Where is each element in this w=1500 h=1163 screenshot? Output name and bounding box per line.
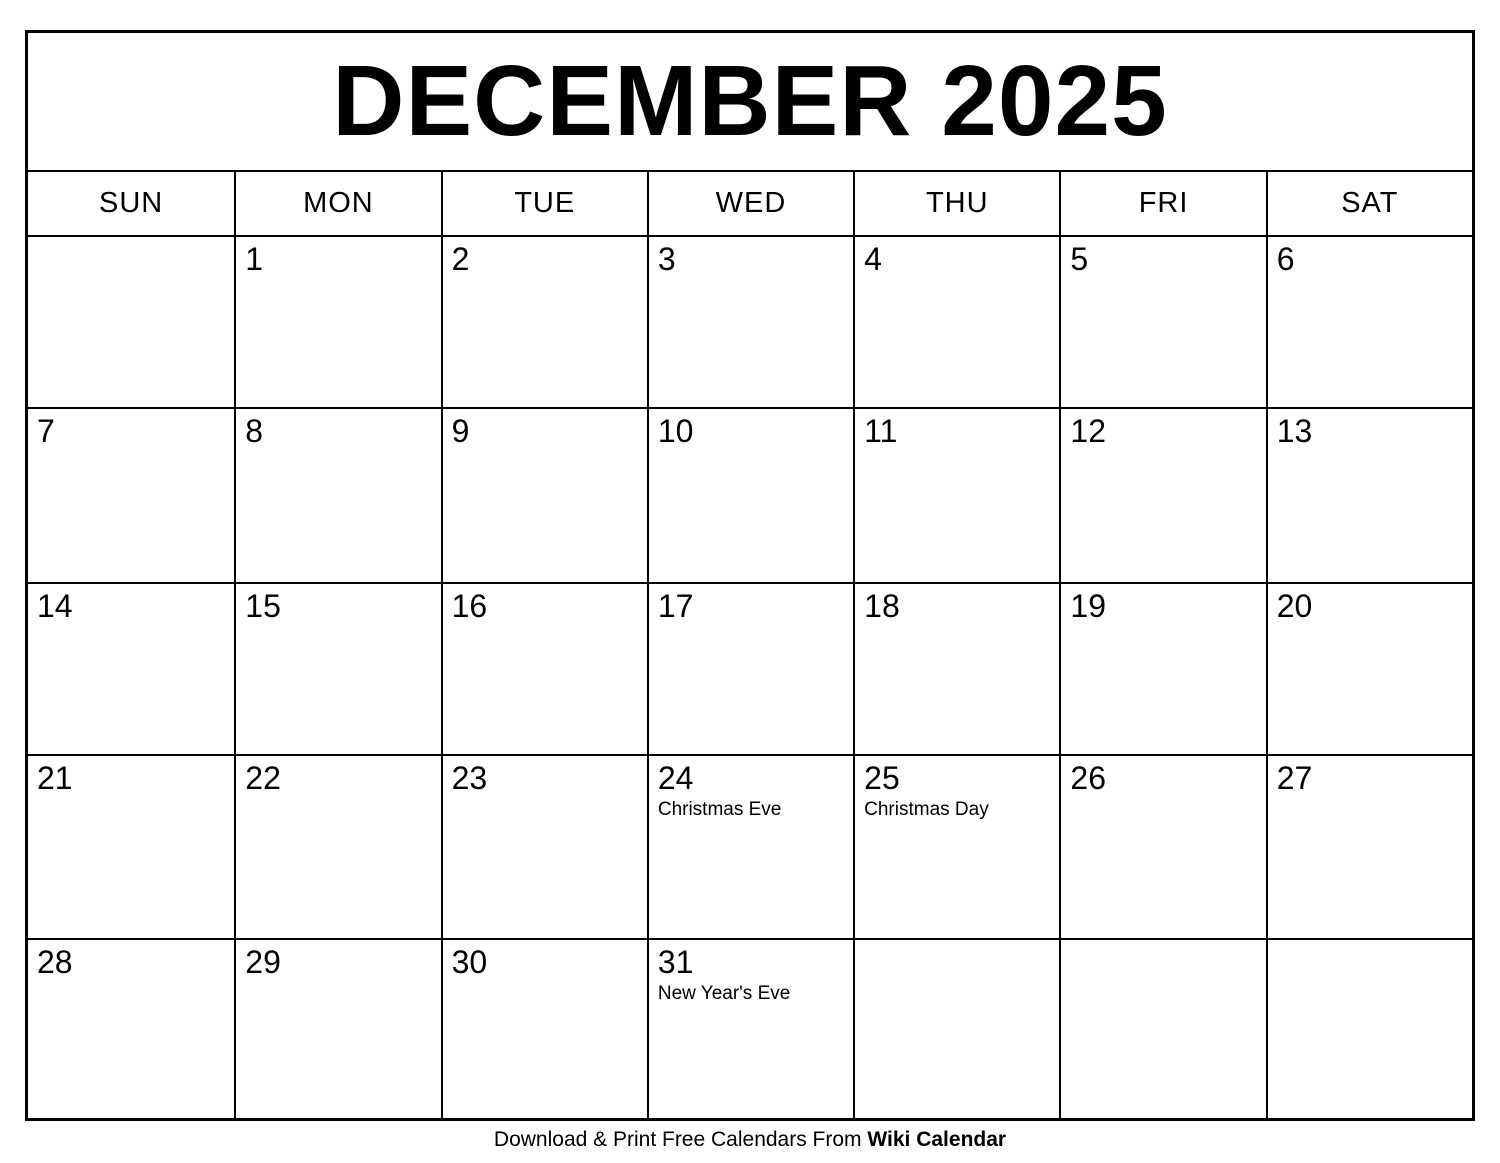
day-number: 2 [451, 241, 470, 277]
calendar-cell [1059, 582, 1265, 754]
day-number: 4 [864, 241, 882, 277]
day-number: 22 [245, 760, 281, 796]
day-number: 21 [37, 760, 73, 796]
calendar-cell [28, 938, 234, 1118]
day-number: 16 [451, 588, 488, 624]
title-box [28, 33, 1472, 172]
calendar-cell [1059, 938, 1265, 1118]
calendar-cell [234, 754, 440, 938]
calendar-cell [28, 407, 234, 582]
day-number: 19 [1070, 588, 1107, 624]
footer [0, 1128, 1500, 1152]
day-number: 10 [657, 413, 694, 449]
calendar-cell [441, 407, 647, 582]
day-number: 3 [657, 241, 676, 277]
day-number: 15 [245, 588, 281, 624]
calendar [25, 30, 1475, 1121]
weekday-header-tue: TUE [441, 172, 647, 235]
day-number: 9 [451, 413, 470, 449]
event-label: Christmas Day [864, 799, 989, 820]
calendar-cell [441, 754, 647, 938]
day-number: 28 [37, 944, 73, 980]
day-number: 1 [245, 241, 264, 277]
day-number: 27 [1276, 760, 1313, 796]
day-number: 12 [1070, 413, 1107, 449]
calendar-cell [28, 754, 234, 938]
calendar-cell [441, 938, 647, 1118]
calendar-cell [28, 582, 234, 754]
calendar-cell [234, 237, 440, 407]
event-label: Christmas Eve [657, 799, 782, 820]
calendar-cell [441, 237, 647, 407]
calendar-cell [1266, 237, 1472, 407]
footer-text: Download & Print Free Calendars From [493, 1128, 868, 1151]
day-number: 6 [1276, 241, 1295, 277]
calendar-cell [441, 582, 647, 754]
day-number: 25 [864, 760, 900, 796]
calendar-cell [647, 938, 853, 1118]
calendar-cell [234, 938, 440, 1118]
calendar-cell [1266, 582, 1472, 754]
day-number: 31 [657, 944, 694, 980]
calendar-cell [853, 237, 1059, 407]
calendar-cell [1059, 237, 1265, 407]
day-number: 8 [245, 413, 264, 449]
calendar-cell [1266, 407, 1472, 582]
calendar-cell [853, 754, 1059, 938]
day-number: 13 [1276, 413, 1313, 449]
calendar-cell [647, 582, 853, 754]
weekday-header-row [28, 172, 1472, 237]
calendar-cell [1266, 754, 1472, 938]
day-number: 17 [657, 588, 694, 624]
weekday-header-fri: FRI [1059, 172, 1265, 235]
day-number: 30 [451, 944, 488, 980]
day-number: 18 [864, 588, 900, 624]
day-number: 7 [37, 413, 55, 449]
weekday-header-sat: SAT [1266, 172, 1472, 235]
calendar-cell [234, 582, 440, 754]
weekday-header-mon: MON [234, 172, 440, 235]
calendar-cell [234, 407, 440, 582]
calendar-cell [647, 407, 853, 582]
calendar-grid [28, 237, 1472, 1118]
calendar-cell [853, 582, 1059, 754]
calendar-cell [1059, 754, 1265, 938]
day-number: 26 [1070, 760, 1107, 796]
wiki-calendar-link[interactable]: Wiki Calendar [867, 1128, 1007, 1151]
event-label: New Year's Eve [657, 983, 791, 1004]
calendar-cell [647, 754, 853, 938]
day-number: 24 [657, 760, 694, 796]
calendar-cell [1266, 938, 1472, 1118]
weekday-header-wed: WED [647, 172, 853, 235]
day-number: 29 [245, 944, 281, 980]
day-number: 23 [451, 760, 488, 796]
calendar-cell [853, 938, 1059, 1118]
day-number: 5 [1070, 241, 1089, 277]
weekday-header-sun: SUN [99, 187, 164, 219]
calendar-cell [1059, 407, 1265, 582]
calendar-title: DECEMBER 2025 [332, 45, 1168, 157]
calendar-cell [853, 407, 1059, 582]
day-number: 11 [864, 413, 898, 449]
day-number: 20 [1276, 588, 1313, 624]
calendar-cell [28, 237, 234, 407]
calendar-cell [647, 237, 853, 407]
weekday-header-thu: THU [853, 172, 1059, 235]
day-number: 14 [37, 588, 73, 624]
